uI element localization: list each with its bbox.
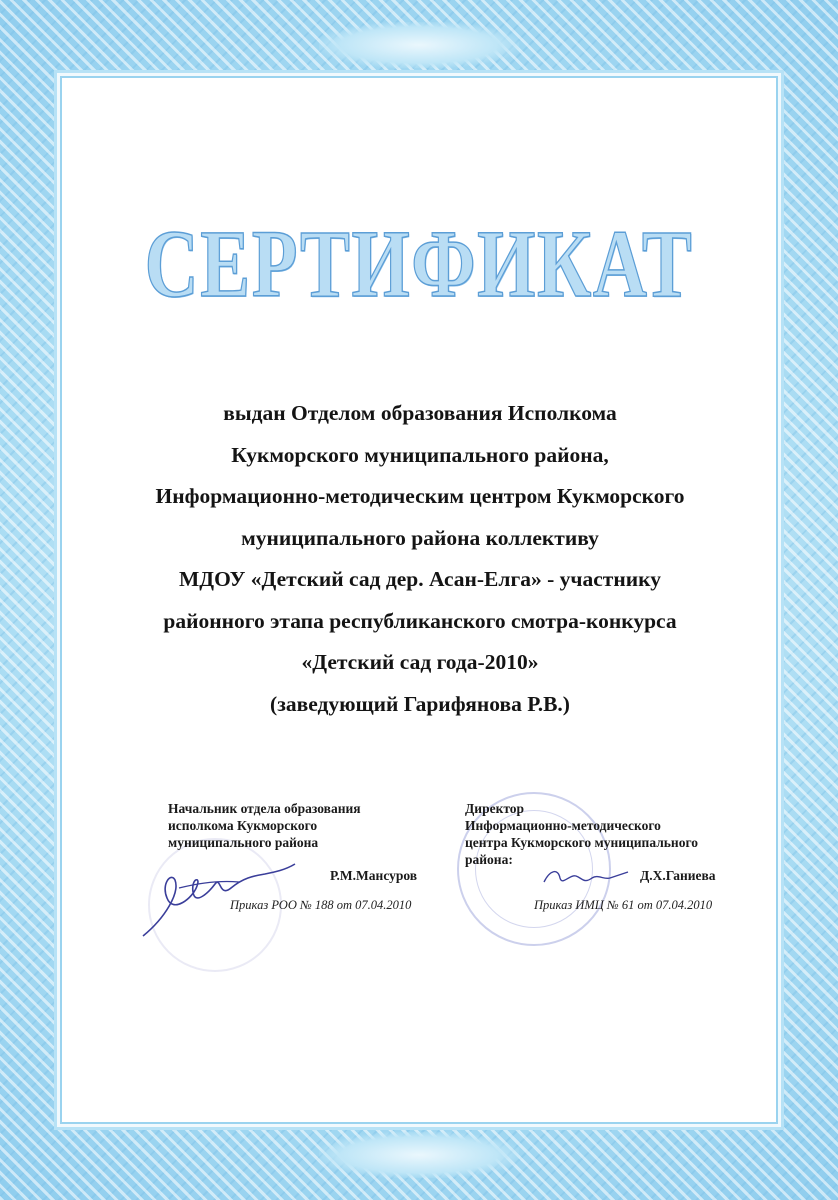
signatory-left-position xyxy=(168,800,438,851)
signatory-right-name: Д.Х.Ганиева xyxy=(640,868,716,883)
certificate-body xyxy=(130,393,710,725)
position-line: Начальник отдела образования xyxy=(168,801,361,816)
signatory-right-position xyxy=(465,800,735,868)
position-line: центра Кукморского муниципального xyxy=(465,835,698,850)
certificate-title: СЕРТИФИКАТ xyxy=(144,210,694,317)
position-line: Директор xyxy=(465,801,525,816)
position-line: района: xyxy=(465,852,513,867)
position-line: Информационно-методического xyxy=(465,818,661,833)
signature-right xyxy=(540,860,630,894)
position-line: муниципального района xyxy=(168,835,319,850)
body-line: «Детский сад года-2010» xyxy=(301,650,539,674)
frame-ornament-bottom xyxy=(319,1132,519,1178)
body-line: Информационно-методическим центром Кукморского xyxy=(155,484,685,508)
frame-ornament-top xyxy=(319,22,519,68)
body-line: (заведующий Гарифянова Р.В.) xyxy=(270,691,570,716)
position-line: исполкома Кукморского xyxy=(168,818,318,833)
body-line: МДОУ «Детский сад дер. Асан-Елга» - участнику xyxy=(179,567,661,591)
body-line: районного этапа республиканского смотра-конкурса xyxy=(163,608,677,633)
signatory-left-order: Приказ РОО № 188 от 07.04.2010 xyxy=(230,898,412,912)
body-line: муниципального района коллективу xyxy=(241,525,599,550)
body-line: Кукморского муниципального района, xyxy=(231,442,609,467)
signatory-left-name: Р.М.Мансуров xyxy=(330,868,418,883)
body-line: выдан Отделом образования Исполкома xyxy=(223,401,617,425)
signatory-right-order: Приказ ИМЦ № 61 от 07.04.2010 xyxy=(534,898,713,912)
